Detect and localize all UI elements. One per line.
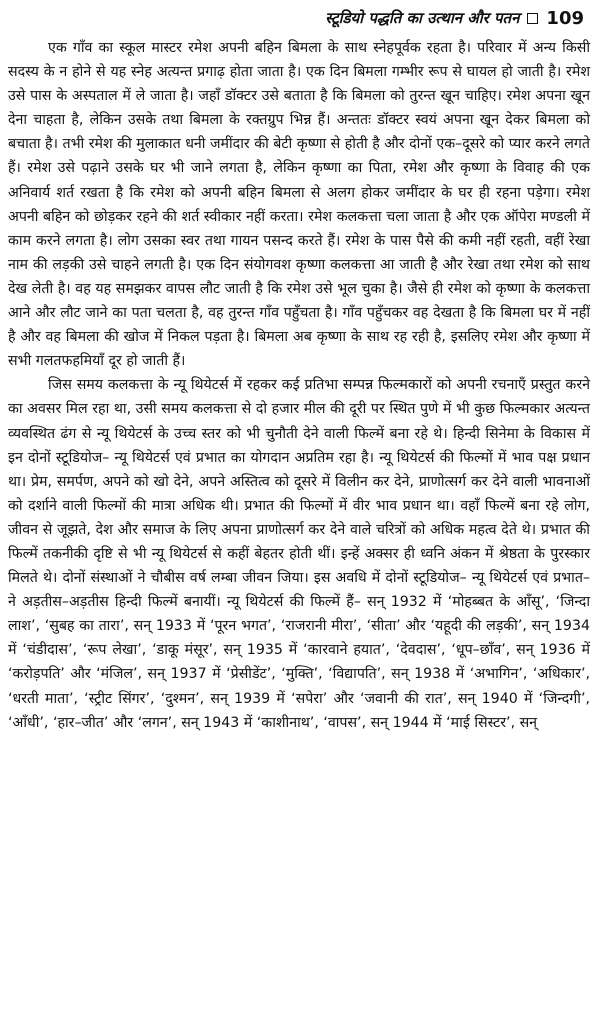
page-header bbox=[8, 0, 590, 36]
body-text bbox=[8, 36, 590, 735]
page-number: 109 bbox=[546, 7, 584, 29]
paragraph: एक गाँव का स्कूल मास्टर रमेश अपनी बहिन बिमला के साथ स्नेहपूर्वक रहता है। परिवार में अन्य किसी सदस्य के न होने से यह स्नेह अत्यन्त प्रगाढ़ होता जाता है। एक दिन बिमला गम्भीर रूप से घायल हो जाती है। रमेश उसे पास के अस्पताल में ले जाता है। जहाँ डॉक्टर उसे बताता है कि बिमला को तुरन्त खून चाहिए। रमेश अपना खून देना चाहता है, लेकिन उसके तथा बिमला के रक्तग्रुप भिन्न हैं। अन्ततः डॉक्टर स्वयं अपना खून देकर बिमला को बचाता है। तभी रमेश की मुलाकात धनी जमींदार की बेटी कृष्णा से होती है और दोनों एक–दूसरे को प्यार करने लगते हैं। रमेश उसे पढ़ाने उसके घर भी जाने लगता है, लेकिन कृष्णा का पिता, रमेश और कृष्णा के विवाह की एक अनिवार्य शर्त रखता है कि रमेश को अपनी बहिन बिमला से अलग होकर जमींदार के घर ही रहना पड़ेगा। रमेश अपनी बहिन को छोड़कर रहने की शर्त स्वीकार नहीं करता। रमेश कलकत्ता चला जाता है और एक ऑपेरा मण्डली में काम करने लगता है। लोग उसका स्वर तथा गायन पसन्द करते हैं। रमेश के पास पैसे की कमी नहीं रहती, वहीं रेखा नाम की लड़की उसे चाहने लगती है। एक दिन संयोगवश कृष्णा कलकत्ता आ जाती है और रेखा तथा रमेश को साथ देख लेती है। वह यह समझकर वापस लौट जाती है कि रमेश उसे भूल चुका है। जैसे ही रमेश को कृष्णा के कलकत्ता आने और लौट जाने का पता चलता है, वह तुरन्त गाँव पहुँचता है। गाँव पहुँचकर वह देखता है कि बिमला घर में नहीं है और वह बिमला की खोज में निकल पड़ता है। बिमला अब कृष्णा के साथ रह रही है, इसलिए रमेश और कृष्णा में सभी गलतफहमियाँ दूर हो जाती हैं। bbox=[8, 40, 590, 370]
hollow-square-icon bbox=[527, 13, 538, 24]
paragraph: जिस समय कलकत्ता के न्यू थियेटर्स में रहकर कई प्रतिभा सम्पन्न फिल्मकारों को अपनी रचनाएँ प्रस्तुत करने का अवसर मिल रहा था, उसी समय कलकत्ता से दो हजार मील की दूरी पर स्थित पुणे में भी कुछ फिल्मकार अत्यन्त व्यवस्थित ढंग से न्यू थियेटर्स के उच्च स्तर को भी चुनौती देने वाली फिल्में बना रहे थे। हिन्दी सिनेमा के विकास में इन दोनों स्टूडियोज– न्यू थियेटर्स एवं प्रभात का योगदान अप्रतिम रहा है। न्यू थियेटर्स की फिल्मों में भाव पक्ष प्रधान था। प्रेम, समर्पण, अपने को खो देने, अपने अस्तित्व को दूसरे में विलीन कर देने, प्राणोत्सर्ग कर देने वाली भावनाओं को दर्शाने वाली फिल्मों की मात्रा अधिक थी। प्रभात की फिल्मों में वीर भाव प्रधान था। वहाँ फिल्में बना रहे लोग, जीवन से जूझते, देश और समाज के लिए अपना प्राणोत्सर्ग कर देने वाले चरित्रों को अधिक महत्व देते थे। प्रभात की फिल्में तकनीकी दृष्टि से भी न्यू थियेटर्स से कहीं बेहतर होती थीं। इन्हें अक्सर ही ध्वनि अंकन में श्रेष्ठता के पुरस्कार मिलते थे। दोनों संस्थाओं ने चौबीस वर्ष लम्बा जीवन जिया। इस अवधि में दोनों स्टूडियोज– न्यू थियेटर्स एवं प्रभात– ने अड़तीस–अड़तीस हिन्दी फिल्में बनायीं। न्यू थियेटर्स की फिल्में हैं– सन् 1932 में ‘मोहब्बत के आँसू’, ‘जिन्दा लाश’, ‘सुबह का तारा’, सन् 1933 में ‘पूरन भगत’, ‘राजरानी मीरा’, ‘सीता’ और ‘यहूदी की लड़की’, सन् 1934 में ‘चंडीदास’, ‘रूप लेखा’, ‘डाकू मंसूर’, सन् 1935 में ‘कारवाने हयात’, ‘देवदास’, ‘धूप–छाँव’, सन् 1936 में ‘करोड़पति’ और ‘मंजिल’, सन् 1937 में ‘प्रेसीडेंट’, ‘मुक्ति’, ‘विद्यापति’, सन् 1938 में ‘अभागिन’, ‘अधिकार’, ‘धरती माता’, ‘स्ट्रीट सिंगर’, ‘दुश्मन’, सन् 1939 में ‘सपेरा’ और ‘जवानी की रात’, सन् 1940 में ‘जिन्दगी’, ‘आँधी’, ‘हार–जीत’ और ‘लगन’, सन् 1943 में ‘काशीनाथ’, ‘वापस’, सन् 1944 में ‘माई सिस्टर’, सन् bbox=[8, 377, 590, 731]
running-title: स्टूडियो पद्धति का उत्थान और पतन bbox=[325, 9, 520, 27]
